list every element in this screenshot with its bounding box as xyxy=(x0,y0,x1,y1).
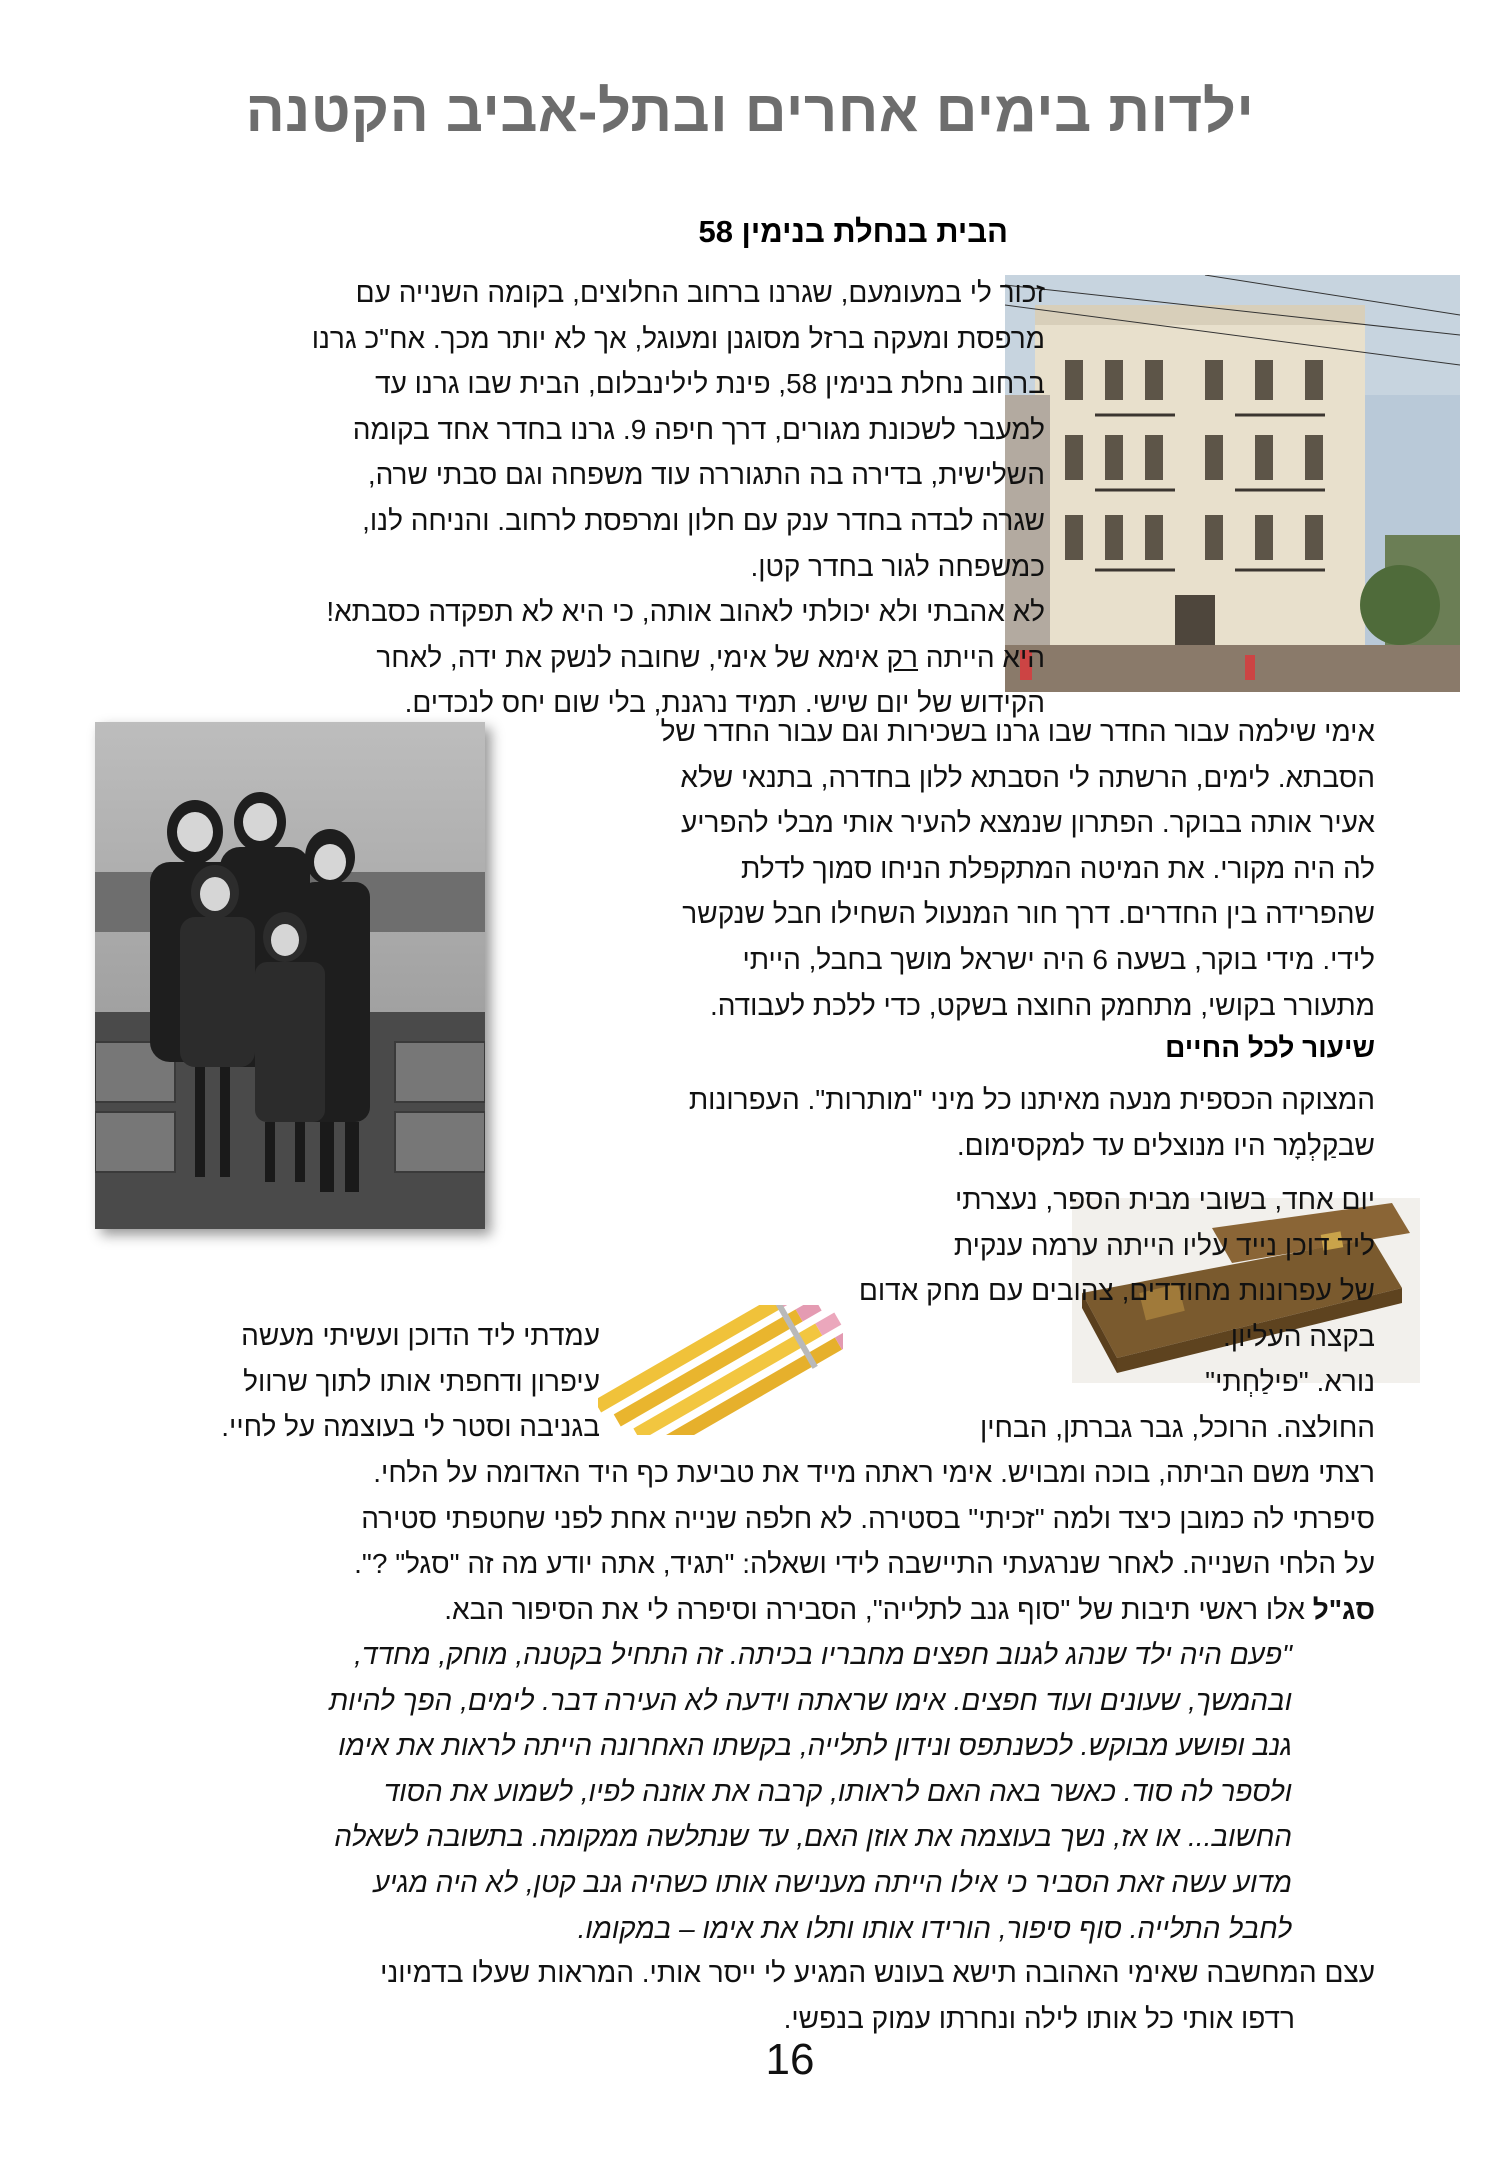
section3-right-column xyxy=(845,1359,1375,1450)
text-line: הסבתא. לימים, הרשתה לי הסבתא ללון בחדרה, בתנאי שלא xyxy=(680,761,1375,793)
text-line: מתעורר בקושי, מתחמק החוצה בשקט, כדי ללכת לעבודה. xyxy=(709,989,1375,1021)
text-line: רדפו אותי כל אותו לילה ונחרתו עמוק בנפשי. xyxy=(783,2002,1295,2034)
text-line: מרפסת ומעקה ברזל מסוגנן ומעוגל, אך לא יותר מכך. אח"כ גרנו xyxy=(311,322,1045,354)
section3-left-column xyxy=(80,1313,600,1450)
text-line: כמשפחה לגור בחדר קטן. xyxy=(750,550,1045,582)
text-line: בקצה העליון. xyxy=(1223,1320,1375,1352)
page-number: 16 xyxy=(765,2035,815,2084)
text-line: נורא. "פילַחְתי" xyxy=(1205,1366,1375,1397)
text-line: ולספר לה סוד. כאשר באה האם לראותו, קרבה את אוזנה לפיו, לשמוע את הסוד xyxy=(383,1775,1292,1807)
text-line: ובהמשך, שעונים ועוד חפצים. אימו שראתה וידעה לא העירה דבר. לימים, הפך להיות xyxy=(328,1684,1292,1716)
text-line: שבקַלְמָר היו מנוצלים עד למקסימום. xyxy=(956,1129,1375,1161)
sagal-story xyxy=(92,1632,1292,1951)
text-line: השלישית, בדירה בה התגוררה עוד משפחה וגם סבתי שרה, xyxy=(367,459,1045,491)
section-heading-house: הבית בנחלת בנימין 58 xyxy=(698,214,1008,249)
text-line: אעיר אותה בבוקר. הפתרון שנמצא להעיר אותי מבלי להפריע xyxy=(680,807,1375,839)
text-line: החולצה. הרוכל, גבר גברתן, הבחין xyxy=(979,1411,1375,1443)
text-line: המצוקה הכספית מנעה מאיתנו כל מיני "מותרות". העפרונות xyxy=(688,1084,1375,1115)
section2-text xyxy=(495,709,1375,1028)
text-line: אימי שילמה עבור החדר שבו גרנו בשכירות וגם עבור החדר של xyxy=(660,716,1375,747)
text-fragment: אימא של אימי, שחובה לנשק את ידה, לאחר xyxy=(376,641,887,673)
text-line: לחבל התלייה. סוף סיפור, הורידו אותו ותלו את אימו – במקומו. xyxy=(577,1912,1292,1944)
section1-text xyxy=(55,270,1045,726)
text-line: שהפרידה בין החדרים. דרך חור המנעול השחילו חבל שנקשר xyxy=(682,898,1375,930)
underlined-word: רק xyxy=(886,641,919,673)
section3-continuation xyxy=(55,1450,1375,1632)
text-line: "פעם היה ילד שנהג לגנוב חפצים מחבריו בכיתה. זה התחיל בקטנה, מוחק, מחדד, xyxy=(354,1639,1292,1670)
text-fragment: היא הייתה xyxy=(918,641,1045,673)
text-line: למעבר לשכונת מגורים, דרך חיפה 9. גרנו בחדר אחד בקומה xyxy=(352,413,1045,445)
text-line: גנב ופושע מבוקש. לכשנתפס ונידון לתלייה, בקשתו האחרונה הייתה לראות את אימו xyxy=(338,1730,1292,1762)
section3-intro xyxy=(495,1077,1375,1168)
section-heading-lesson: שיעור לכל החיים xyxy=(1165,1032,1375,1063)
page-title: ילדות בימים אחרים ובתל-אביב הקטנה xyxy=(245,79,1255,144)
text-line: ברחוב נחלת בנימין 58, פינת לילינבלום, הבית שבו גרנו עד xyxy=(375,368,1045,400)
text-line: על הלחי השנייה. לאחר שנרגעתי התיישבה לידי ושאלה: "תגיד, אתה יודע מה זה "סגל" ?". xyxy=(354,1548,1375,1580)
text-line: של עפרונות מחודדים, צהובים עם מחק אדום xyxy=(858,1275,1375,1307)
text-line: החשוב... או אז, נשך בעוצמה את אוזן האם, עד שנתלשה ממקומה. בתשובה לשאלה xyxy=(334,1821,1292,1853)
text-line: הקידוש של יום שישי. תמיד נרגנת, בלי שום יחס לנכדים. xyxy=(404,687,1045,719)
pencils-photo xyxy=(598,1305,843,1435)
family-photo xyxy=(95,722,485,1229)
text-line: ליד דוכן נייד עליו הייתה ערמה ענקית xyxy=(953,1229,1375,1261)
text-line: בגניבה וסטר לי בעוצמה על לחיי. xyxy=(221,1411,600,1443)
closing-text xyxy=(55,1950,1375,2041)
text-line: עיפרון ודחפתי אותו לתוך שרוול xyxy=(243,1365,600,1397)
text-line: מדוע עשה זאת הסביר כי אילו הייתה מענישה אותו כשהיה גנב קטן, לא היה מגיע xyxy=(373,1866,1292,1898)
text-line: עצם המחשבה שאימי האהובה תישא בעונש המגיע לי ייסר אותי. המראות שעלו בדמיוני xyxy=(380,1957,1375,1988)
text-line: שגרה לבדה בחדר ענק עם חלון ומרפסת לרחוב. והניחה לנו, xyxy=(362,504,1045,536)
text-line xyxy=(55,635,1045,681)
text-line: יום אחד, בשובי מבית הספר, נעצרתי xyxy=(955,1184,1375,1215)
text-fragment: אלו ראשי תיבות של "סוף גנב לתלייה", הסבירה וסיפרה לי את הסיפור הבא. xyxy=(444,1593,1313,1625)
text-line: רצתי משם הביתה, בוכה ומבויש. אימי ראתה מייד את טביעת כף היד האדומה על הלחי. xyxy=(373,1457,1375,1488)
text-line: לה היה מקורי. את המיטה המתקפלת הניחו סמוך לדלת xyxy=(741,852,1375,884)
text-line: לידי. מידי בוקר, בשעה 6 היה ישראל מושך בחבל, הייתי xyxy=(742,943,1375,975)
text-line: עמדתי ליד הדוכן ועשיתי מעשה xyxy=(241,1320,600,1351)
text-line xyxy=(55,1587,1375,1633)
text-line: סיפרתי לה כמובן כיצד ולמה "זכיתי" בסטירה. לא חלפה שנייה אחת לפני שחטפתי סטירה xyxy=(361,1502,1375,1534)
sagal-acronym: סג"ל xyxy=(1312,1593,1375,1625)
text-line: לא אהבתי ולא יכולתי לאהוב אותה, כי היא לא תפקדה כסבתא! xyxy=(326,596,1045,628)
text-line: זכור לי במעומעם, שגרנו ברחוב החלוצים, בקומה השנייה עם xyxy=(355,277,1045,308)
building-photo xyxy=(1005,275,1460,692)
